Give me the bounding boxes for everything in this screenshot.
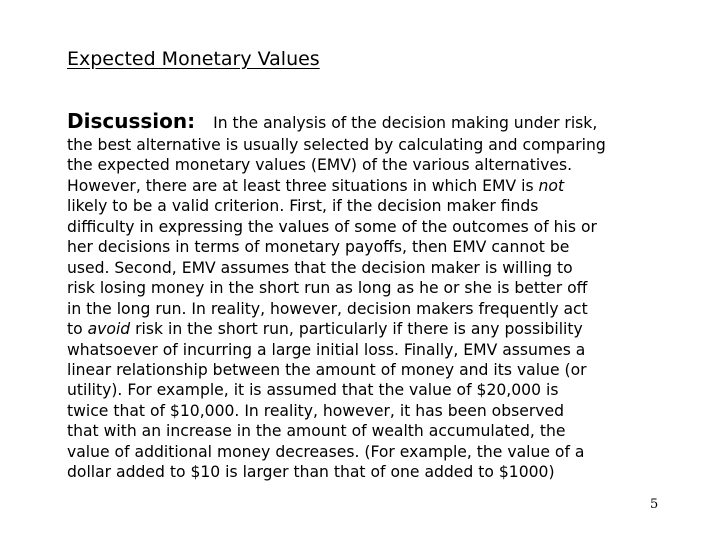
text-line: whatsoever of incurring a large initial loss. Finally, EMV assumes a (67, 340, 586, 359)
text-line: the expected monetary values (EMV) of the various alternatives. (67, 156, 573, 175)
text-line (67, 319, 712, 339)
discussion-paragraph (67, 108, 712, 483)
text-line: risk losing money in the short run as long as he or she is better off (67, 279, 588, 298)
text-line: dollar added to $10 is larger than that of one added to $1000) (67, 463, 555, 482)
text-line: linear relationship between the amount of money and its value (or (67, 360, 587, 379)
text-line: twice that of $10,000. In reality, however, it has been observed (67, 401, 564, 420)
text-line: utility). For example, it is assumed that the value of $20,000 is (67, 381, 559, 400)
discussion-label: Discussion: (67, 109, 196, 133)
text-line: that with an increase in the amount of wealth accumulated, the (67, 422, 566, 441)
text-line: in the long run. In reality, however, decision makers frequently act (67, 299, 588, 318)
slide-title: Expected Monetary Values (67, 48, 320, 70)
emphasis-avoid: avoid (87, 320, 131, 339)
text-segment: In the analysis of the decision making under risk, (213, 114, 598, 132)
text-segment: risk in the short run, particularly if there is any possibility (130, 320, 583, 339)
text-line (67, 176, 712, 196)
text-line: used. Second, EMV assumes that the decision maker is willing to (67, 258, 573, 277)
text-segment: However, there are at least three situations in which EMV is (67, 176, 539, 195)
emphasis-not: not (538, 176, 565, 195)
page-number: 5 (650, 497, 659, 512)
text-line: the best alternative is usually selected by calculating and comparing (67, 136, 606, 154)
text-line: value of additional money decreases. (For example, the value of a (67, 442, 585, 461)
text-line: her decisions in terms of monetary payoffs, then EMV cannot be (67, 238, 570, 257)
text-segment: to (67, 320, 88, 339)
text-line: likely to be a valid criterion. First, if the decision maker finds (67, 197, 539, 216)
text-line: difficulty in expressing the values of some of the outcomes of his or (67, 217, 597, 236)
text-line (67, 108, 712, 135)
